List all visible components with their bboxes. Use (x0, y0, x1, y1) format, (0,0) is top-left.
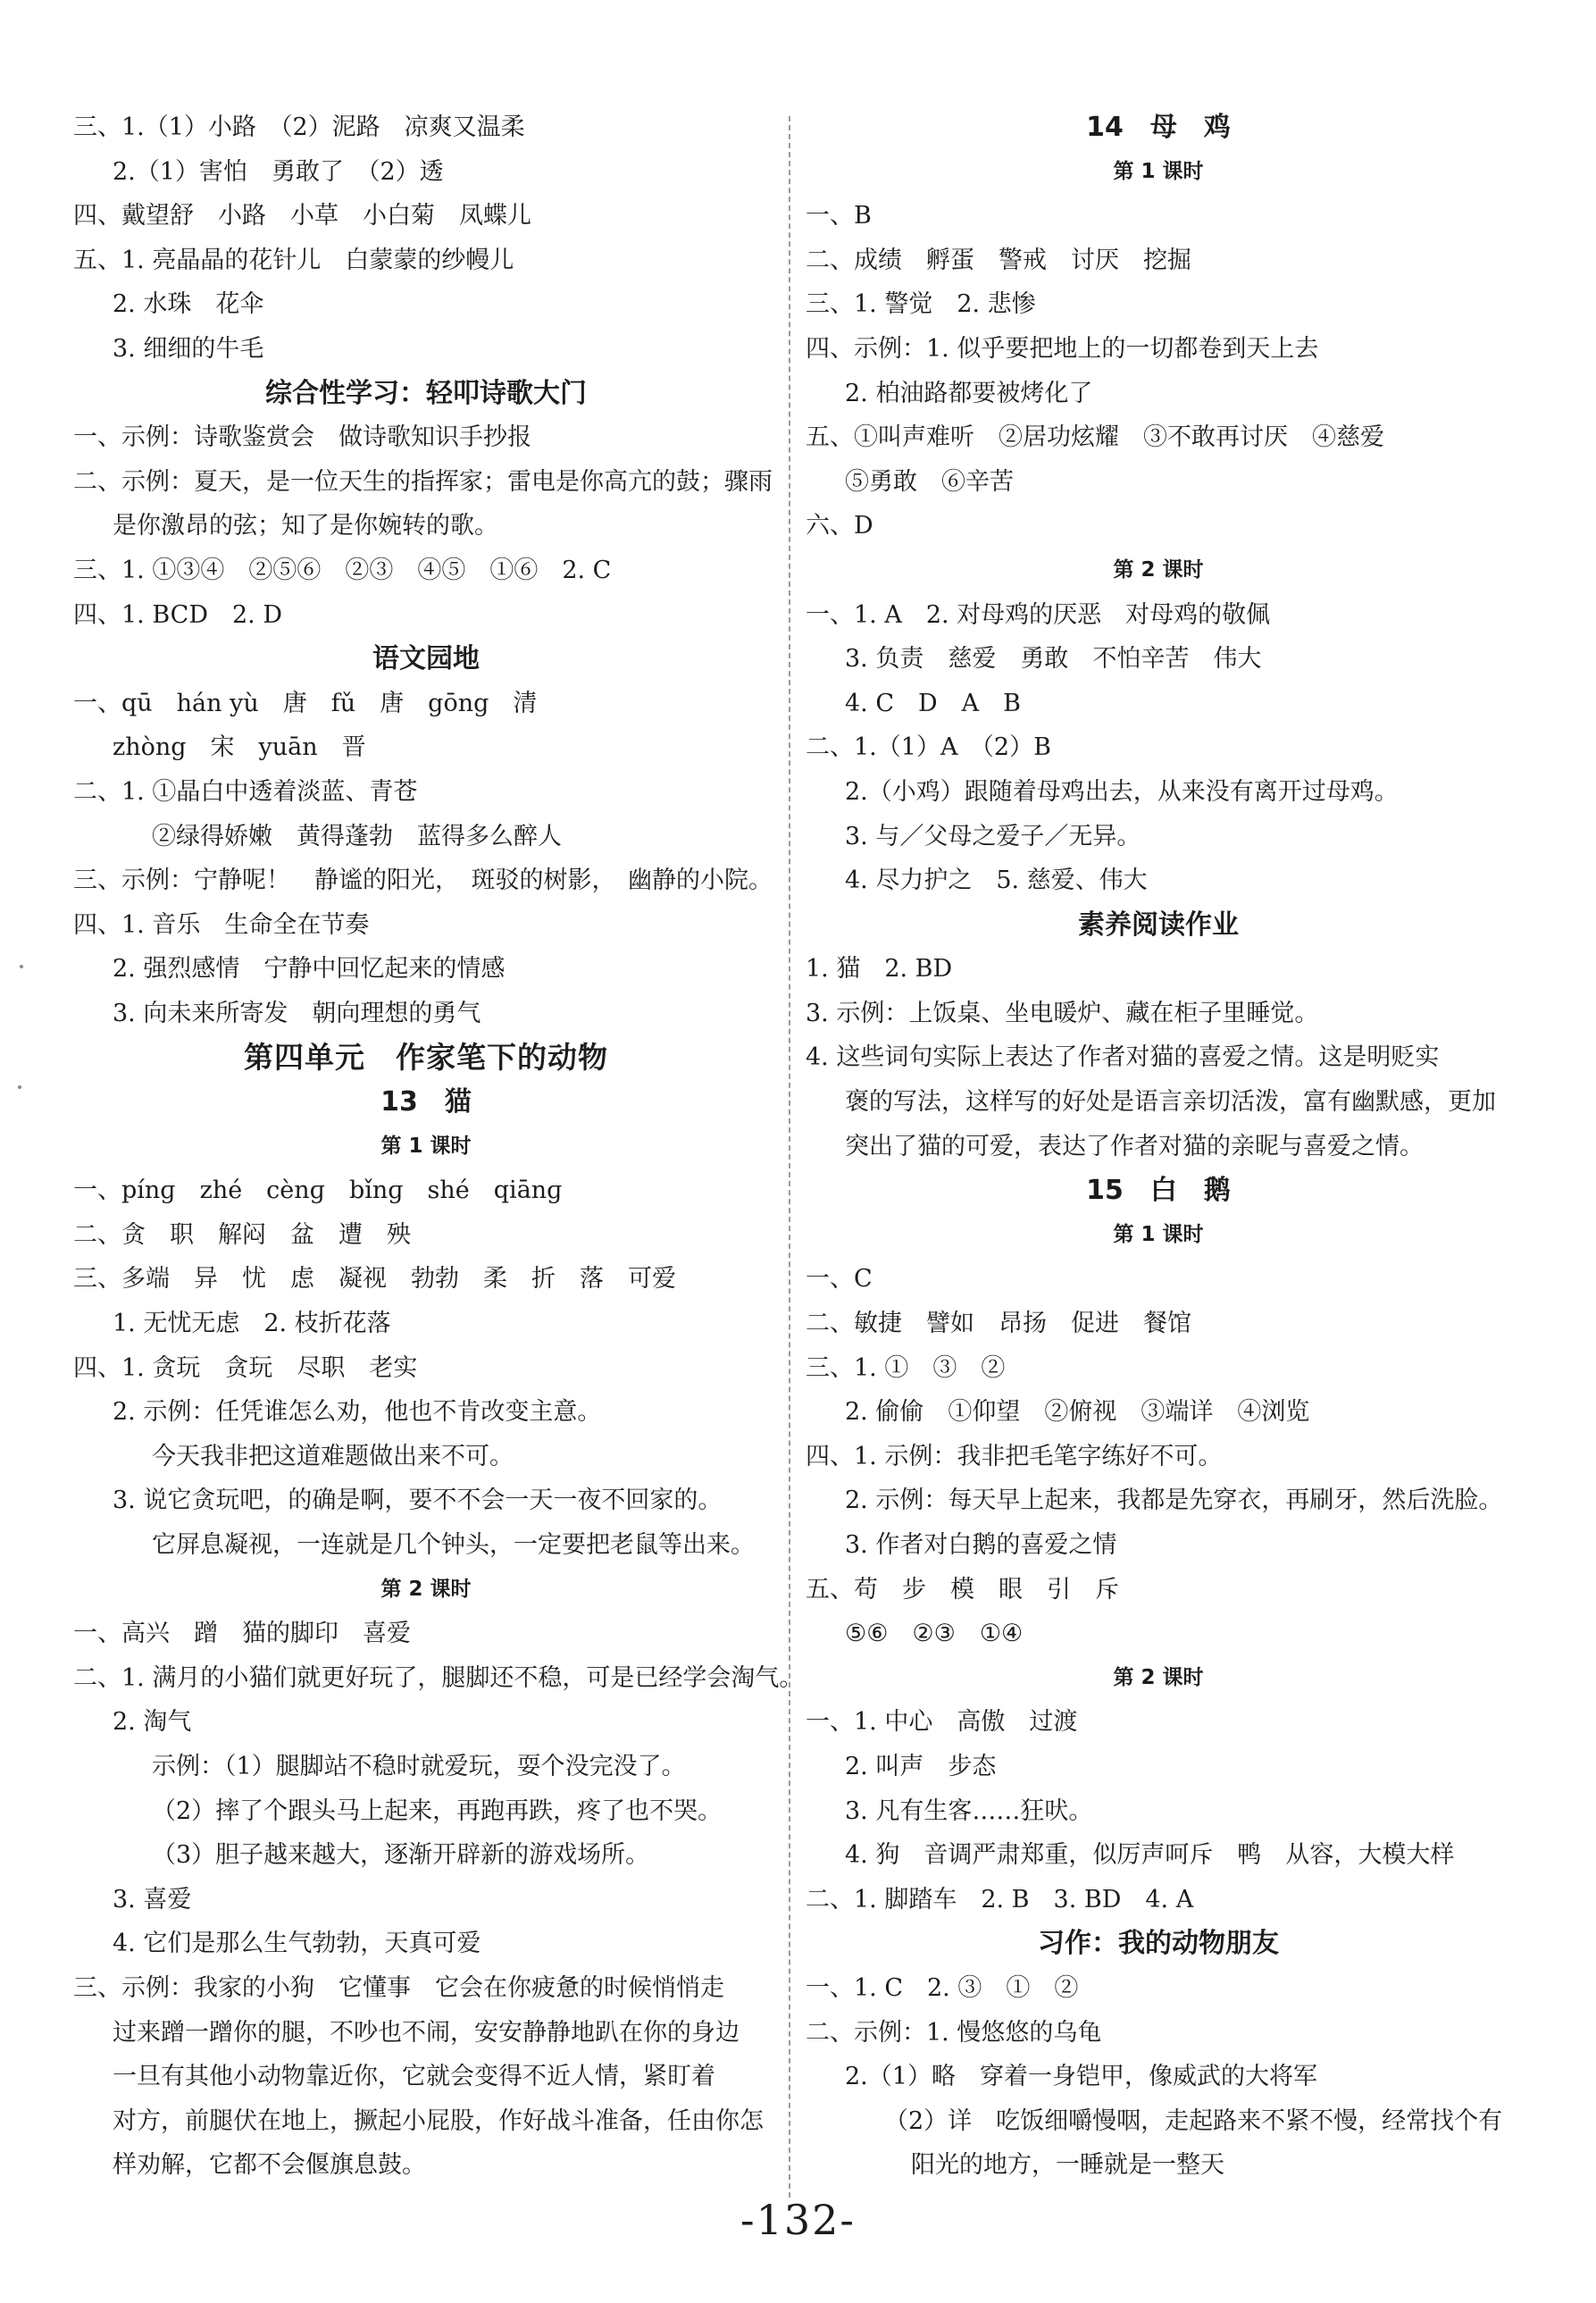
answer-line: 2.（小鸡）跟随着母鸡出去，从来没有离开过母鸡。 (845, 777, 1399, 806)
lesson-subheading: 第 1 课时 (1113, 159, 1204, 183)
section-heading: 第四单元 作家笔下的动物 (244, 1040, 608, 1076)
answer-line: 四、1. BCD 2. D (73, 600, 282, 629)
answer-line: （2）摔了个跟头马上起来，再跑再跌，疼了也不哭。 (152, 1796, 723, 1825)
answer-line: 3. 细细的牛毛 (113, 334, 264, 363)
answer-line: 今天我非把这道难题做出来不可。 (152, 1442, 514, 1470)
answer-line: 阳光的地方，一睡就是一整天 (911, 2151, 1224, 2180)
answer-line: 3. 凡有生客……狂吠。 (845, 1796, 1093, 1825)
answer-line: 2. 淘气 (113, 1708, 192, 1737)
answer-line: 三、1. ① ③ ② (806, 1353, 1006, 1382)
answer-line: 二、示例：夏天，是一位天生的指挥家；雷电是你高亢的鼓；骤雨 (73, 467, 773, 496)
lesson-subheading: 第 1 课时 (380, 1134, 472, 1158)
answer-line: 二、1.（1）A （2）B (806, 733, 1051, 762)
answer-line: 一、B (806, 202, 872, 230)
answer-line: 它屏息凝视，一连就是几个钟头，一定要把老鼠等出来。 (152, 1531, 755, 1559)
answer-line: 2. 强烈感情 宁静中回忆起来的情感 (113, 955, 506, 984)
answer-line: 二、示例：1. 慢悠悠的乌龟 (806, 2018, 1102, 2047)
answer-line: 一、pínɡ zhé cènɡ bǐnɡ shé qiānɡ (73, 1177, 563, 1205)
answer-line: 3. 示例：上饭桌、坐电暖炉、藏在柜子里睡觉。 (806, 999, 1319, 1027)
answer-line: 六、D (806, 512, 873, 540)
answer-line: 一旦有其他小动物靠近你，它就会变得不近人情，紧盯着 (113, 2063, 715, 2091)
answer-line: 五、1. 亮晶晶的花针儿 白蒙蒙的纱幔儿 (73, 246, 514, 274)
answer-line: （3）胆子越来越大，逐渐开辟新的游戏场所。 (152, 1841, 650, 1870)
answer-line: 二、敏捷 譬如 昂扬 促进 餐馆 (806, 1310, 1191, 1338)
answer-line: 4. 这些词句实际上表达了作者对猫的喜爱之情。这是明贬实 (806, 1043, 1440, 1072)
answer-line: 四、示例：1. 似乎要把地上的一切都卷到天上去 (806, 334, 1319, 363)
answer-line: 二、贪 职 解闷 盆 遭 殃 (73, 1220, 411, 1249)
answer-line: 2. 水珠 花伞 (113, 290, 264, 319)
answer-line: 2. 示例：任凭谁怎么劝，他也不肯改变主意。 (113, 1398, 602, 1427)
answer-line: 四、1. 贪玩 贪玩 尽职 老实 (73, 1353, 418, 1382)
answer-line: 3. 负责 慈爱 勇敢 不怕辛苦 伟大 (845, 645, 1262, 674)
answer-line: 是你激昂的弦；知了是你婉转的歌。 (113, 512, 498, 540)
answer-line: 3. 作者对白鹅的喜爱之情 (845, 1531, 1117, 1559)
answer-line: 三、1. ①③④ ②⑤⑥ ②③ ④⑤ ①⑥ 2. C (73, 556, 612, 584)
answer-line: 二、1. 满月的小猫们就更好玩了，腿脚还不稳，可是已经学会淘气。 (73, 1663, 804, 1692)
section-heading: 素养阅读作业 (1078, 909, 1239, 941)
answer-line: 四、戴望舒 小路 小草 小白菊 凤蝶儿 (73, 202, 531, 230)
section-heading: 13 猫 (380, 1086, 472, 1118)
answer-line: 一、1. A 2. 对母鸡的厌恶 对母鸡的敬佩 (806, 600, 1271, 629)
answer-line: 一、示例：诗歌鉴赏会 做诗歌知识手抄报 (73, 423, 531, 452)
answer-line: 对方，前腿伏在地上，撅起小屁股，作好战斗准备，任由你怎 (113, 2106, 764, 2135)
right-column (806, 105, 1511, 2188)
answer-line: 褒的写法，这样写的好处是语言亲切活泼，富有幽默感，更加 (845, 1088, 1496, 1117)
answer-line: 2. 示例：每天早上起来，我都是先穿衣，再刷牙，然后洗脸。 (845, 1486, 1503, 1515)
lesson-subheading: 第 1 课时 (1113, 1222, 1204, 1246)
answer-line: ⑤勇敢 ⑥辛苦 (845, 467, 1014, 496)
answer-line: 2.（1）害怕 勇敢了 （2）透 (113, 157, 444, 186)
answer-line: 2. 柏油路都要被烤化了 (845, 379, 1093, 407)
answer-line: 三、示例：宁静呢！ 静谧的阳光， 斑驳的树影， 幽静的小院。 (73, 867, 773, 895)
answer-line: 一、C (806, 1265, 873, 1294)
lesson-subheading: 第 2 课时 (380, 1577, 472, 1601)
answer-line: （2）详 吃饭细嚼慢咽，走起路来不紧不慢，经常找个有 (884, 2106, 1503, 2135)
answer-line: 四、1. 示例：我非把毛笔字练好不可。 (806, 1442, 1223, 1470)
section-heading: 综合性学习：轻叩诗歌大门 (265, 377, 587, 409)
section-heading: 14 母 鸡 (1086, 112, 1231, 143)
margin-speck (18, 1085, 21, 1089)
answer-line: 二、1. 脚踏车 2. B 3. BD 4. A (806, 1885, 1194, 1914)
answer-line: 1. 猫 2. BD (806, 955, 953, 984)
column-divider (789, 116, 790, 2198)
answer-line: 4. 狗 音调严肃郑重，似厉声呵斥 鸭 从容，大模大样 (845, 1841, 1455, 1870)
answer-line: 三、1.（1）小路 （2）泥路 凉爽又温柔 (73, 113, 525, 141)
answer-line: 一、qū hán yù 唐 fǔ 唐 gōng 清 (73, 689, 538, 717)
answer-line: 4. 它们是那么生气勃勃，天真可爱 (113, 1930, 481, 1958)
answer-line: ⑤⑥ ②③ ①④ (845, 1620, 1024, 1648)
section-heading: 语文园地 (372, 643, 480, 675)
answer-line: 示例：（1）腿脚站不稳时就爱玩，耍个没完没了。 (152, 1752, 686, 1780)
answer-line: 3. 与／父母之爱子／无异。 (845, 822, 1141, 850)
answer-line: 过来蹭一蹭你的腿，不吵也不闹，安安静静地趴在你的身边 (113, 2018, 740, 2047)
answer-line: 五、①叫声难听 ②居功炫耀 ③不敢再讨厌 ④慈爱 (806, 423, 1384, 452)
answer-line: 2. 叫声 步态 (845, 1752, 997, 1780)
answer-line: 三、多端 异 忧 虑 凝视 勃勃 柔 折 落 可爱 (73, 1265, 676, 1294)
answer-line: 突出了猫的可爱，表达了作者对猫的亲昵与喜爱之情。 (845, 1132, 1424, 1160)
answer-line: 2. 偷偷 ①仰望 ②俯视 ③端详 ④浏览 (845, 1398, 1310, 1427)
margin-speck (20, 965, 23, 968)
answer-line: 3. 喜爱 (113, 1885, 192, 1914)
answer-line: 二、成绩 孵蛋 警戒 讨厌 挖掘 (806, 246, 1191, 274)
answer-line: 一、1. 中心 高傲 过渡 (806, 1708, 1078, 1737)
lesson-subheading: 第 2 课时 (1113, 1665, 1204, 1689)
page-number: -132- (740, 2196, 856, 2244)
answer-line: 一、1. C 2. ③ ① ② (806, 1973, 1079, 2002)
answer-line: 2.（1）略 穿着一身铠甲，像威武的大将军 (845, 2063, 1317, 2091)
answer-line: 二、1. ①晶白中透着淡蓝、青苍 (73, 777, 418, 806)
answer-line: 1. 无忧无虑 2. 枝折花落 (113, 1310, 391, 1338)
answer-line: 五、苟 步 模 眼 引 斥 (806, 1575, 1119, 1604)
answer-line: 3. 说它贪玩吧，的确是啊，要不不会一天一夜不回家的。 (113, 1486, 723, 1515)
answer-line: zhòng 宋 yuān 晋 (113, 733, 366, 762)
answer-line: 三、示例：我家的小狗 它懂事 它会在你疲惫的时候悄悄走 (73, 1973, 724, 2002)
answer-line: ②绿得娇嫩 黄得蓬勃 蓝得多么醉人 (152, 822, 562, 850)
answer-line: 4. C D A B (845, 689, 1021, 717)
answer-line: 一、高兴 蹭 猫的脚印 喜爱 (73, 1620, 411, 1648)
answer-line: 样劝解，它都不会偃旗息鼓。 (113, 2151, 426, 2180)
section-heading: 15 白 鹅 (1086, 1175, 1231, 1207)
answer-line: 四、1. 音乐 生命全在节奏 (73, 910, 370, 939)
left-column (73, 105, 804, 2188)
answer-line: 3. 向未来所寄发 朝向理想的勇气 (113, 999, 481, 1027)
answer-line: 4. 尽力护之 5. 慈爱、伟大 (845, 867, 1148, 895)
lesson-subheading: 第 2 课时 (1113, 557, 1204, 582)
section-heading: 习作：我的动物朋友 (1038, 1928, 1279, 1960)
answer-line: 三、1. 警觉 2. 悲惨 (806, 290, 1036, 319)
